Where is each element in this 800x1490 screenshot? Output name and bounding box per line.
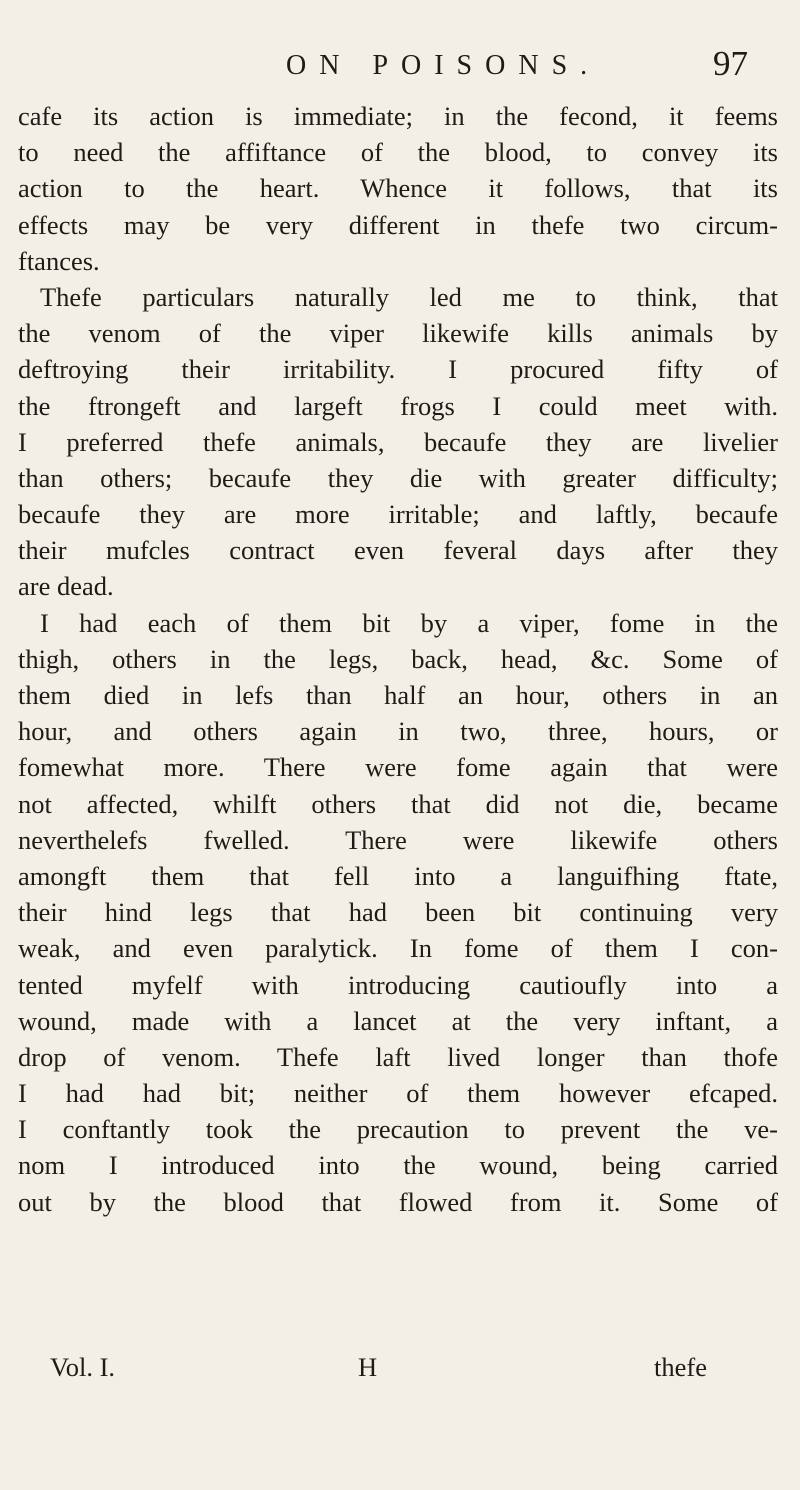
text-line: Thefe particulars naturally led me to think, that (40, 281, 778, 312)
text-line: I had had bit; neither of them however efcaped. (18, 1078, 778, 1109)
text-line: are dead. (18, 571, 114, 602)
text-line: I had each of them bit by a viper, fome in the (40, 607, 778, 638)
page-footer (50, 1352, 770, 1392)
text-line: thigh, others in the legs, back, head, &c. Some of (18, 643, 778, 674)
text-line: weak, and even paralytick. In fome of them I con- (18, 933, 778, 964)
signature-mark: H (358, 1352, 378, 1382)
text-line: drop of venom. Thefe laft lived longer than thofe (18, 1041, 778, 1072)
text-line: than others; becaufe they die with greater difficulty; (18, 462, 778, 493)
text-line: to need the affiftance of the blood, to convey its (18, 137, 778, 168)
text-line: becaufe they are more irritable; and laftly, becaufe (18, 499, 778, 530)
text-line: the ftrongeft and largeft frogs I could meet with. (18, 390, 778, 421)
text-line: fomewhat more. There were fome again that were (18, 752, 778, 783)
text-line: amongft them that fell into a languifhing ftate, (18, 860, 778, 891)
text-line: nom I introduced into the wound, being carried (18, 1150, 778, 1181)
text-line: deftroying their irritability. I procured fifty of (18, 354, 778, 385)
text-line: ftances. (18, 245, 100, 276)
running-title: ON POISONS. (286, 50, 601, 81)
text-line: out by the blood that flowed from it. Some of (18, 1186, 778, 1217)
catchword: thefe (654, 1352, 707, 1382)
text-line: I preferred thefe animals, becaufe they are livelier (18, 426, 778, 457)
text-line: neverthelefs fwelled. There were likewife others (18, 824, 778, 855)
page-number: 97 (713, 44, 748, 83)
text-line: their mufcles contract even feveral days after they (18, 535, 778, 566)
text-line: effects may be very different in thefe two circum- (18, 209, 778, 240)
text-line: them died in lefs than half an hour, others in an (18, 680, 778, 710)
volume-mark: Vol. I. (50, 1352, 116, 1382)
text-line: the venom of the viper likewife kills animals by (18, 318, 778, 349)
text-line: action to the heart. Whence it follows, that its (18, 173, 778, 204)
text-line: hour, and others again in two, three, hours, or (18, 716, 778, 747)
page-header (0, 40, 800, 90)
text-line: wound, made with a lancet at the very inftant, a (18, 1005, 778, 1036)
text-line: not affected, whilft others that did not die, became (18, 788, 778, 819)
text-line: their hind legs that had been bit continuing very (18, 897, 778, 928)
text-line: I conftantly took the precaution to prevent the ve- (18, 1114, 778, 1145)
text-line: cafe its action is immediate; in the fecond, it feems (18, 101, 778, 131)
body-text (18, 98, 778, 1220)
text-line: tented myfelf with introducing cautioufly into a (18, 969, 778, 1000)
